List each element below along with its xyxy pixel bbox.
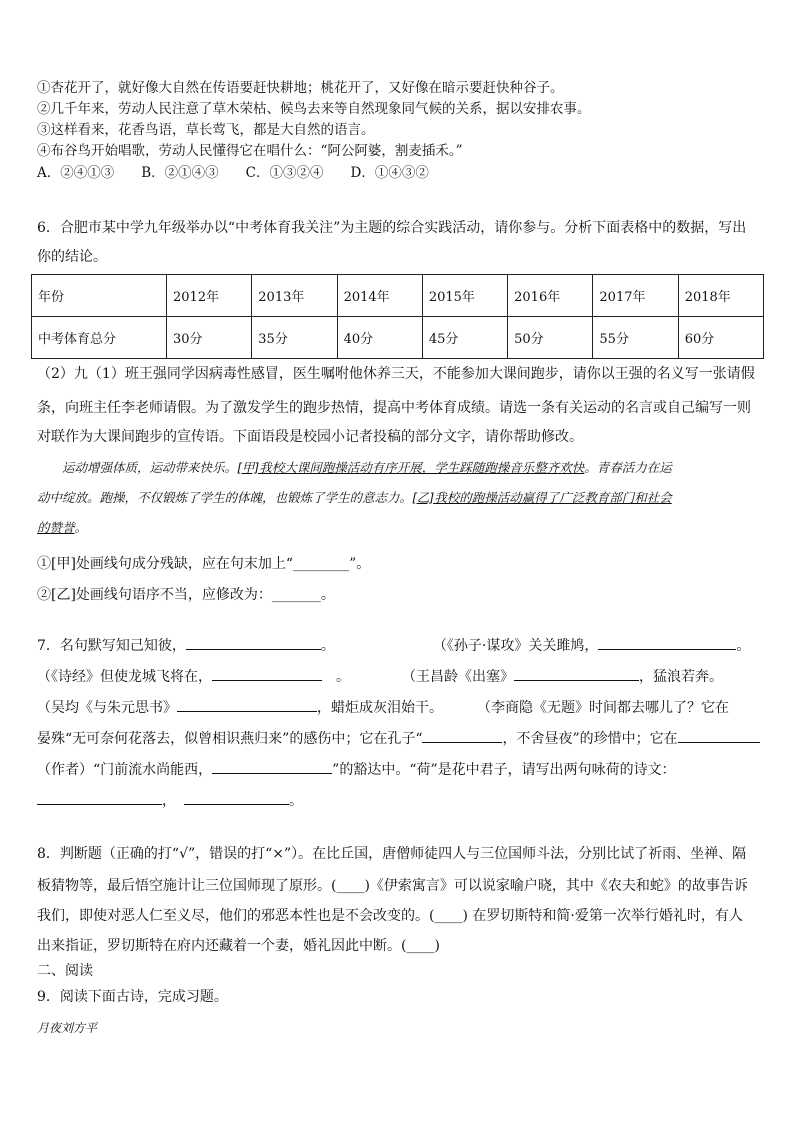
hand-text: 动中绽放。跑操，不仅锻炼了学生的体魄，也锻炼了学生的意志力。 [37, 490, 413, 505]
score-table [31, 274, 764, 359]
reorder-options: A．②④①③ B．②①④③ C．①③②④ D．①④③② [37, 165, 429, 181]
table-cell-year: 2018年 [678, 275, 763, 317]
q7-text: 晏殊“无可奈何花落去，似曾相识燕归来”的感伤中；它在孔子“ [37, 731, 423, 747]
answer-blank[interactable] [186, 633, 321, 650]
section-heading-reading: 二、阅读 [37, 963, 93, 979]
table-cell-year: 2015年 [422, 275, 507, 317]
underlined-sentence-yi-end: 的赞誉 [37, 520, 75, 535]
q8-line1: 8．判断题（正确的打“√”，错误的打“×”）。在比丘国，唐僧师徒四人与三位国师斗法，分别比试了祈雨、坐禅、隔 [37, 846, 747, 862]
q8-line2: 板猜物等，最后悟空施计让三位国师现了原形。(____)《伊索寓言》可以说家喻户晓，其中《农夫和蛇》的故事告诉 [37, 878, 748, 894]
hand-text: 。青春活力在运 [584, 460, 672, 475]
q7-text: （作者）“门前流水尚能西， [37, 762, 213, 778]
q7-text: （王昌龄《出塞》 [402, 669, 514, 685]
table-cell-score: 55分 [593, 317, 678, 359]
poem-title: 月夜刘方平 [37, 1021, 98, 1035]
q7-row2 [37, 663, 759, 691]
q6-part2-line2: 条，向班主任李老师请假。为了激发学生的跑步热情，提高中考体育成绩。请选一条有关运动的名言或自己编写一则 [37, 400, 751, 416]
q7-row1 [37, 632, 759, 660]
q7-row3 [37, 694, 759, 722]
q7-text: 。 [320, 638, 335, 654]
answer-blank[interactable] [37, 788, 162, 805]
q7-text: ，猛浪若奔。 [639, 669, 723, 685]
q8-line4: 出来指证，罗切斯特在府内还藏着一个妻，婚礼因此中断。(____) [37, 938, 440, 954]
answer-blank[interactable] [514, 664, 639, 681]
hand-text: 运动增强体质，运动带来快乐。 [37, 460, 238, 475]
answer-blank[interactable] [598, 633, 736, 650]
answer-blank[interactable] [678, 726, 760, 743]
table-cell-year: 2014年 [337, 275, 422, 317]
answer-blank[interactable] [422, 726, 502, 743]
q7-text: ，蜡炬成灰泪始干。 [317, 700, 443, 716]
q7-row6 [37, 787, 759, 815]
reorder-item-4: ④布谷鸟开始唱歌，劳动人民懂得它在唱什么：“阿公阿婆，割麦插禾。” [37, 143, 463, 159]
q7-text: （《诗经》但使龙城飞将在， [37, 669, 212, 685]
q7-text: ”的豁达中。“荷”是花中君子，请写出两句咏荷的诗文： [332, 762, 676, 778]
table-cell-score: 45分 [422, 317, 507, 359]
q7-text: 。 [736, 638, 751, 654]
q7-text: ， [162, 793, 176, 809]
answer-blank[interactable] [212, 664, 322, 681]
q7-text: （李商隐《无题》时间都去哪儿了？它在 [477, 700, 729, 716]
answer-blank[interactable] [177, 695, 317, 712]
table-header-year: 年份 [32, 275, 167, 317]
q6-prompt-line2: 你的结论。 [37, 249, 107, 265]
underlined-sentence-jia: [甲]我校大课间跑操活动有序开展，学生踩随跑操音乐整齐欢快 [237, 460, 585, 475]
q8-line3: 我们，即使对恶人仁至义尽，他们的邪恶本性也是不会改变的。(____) 在罗切斯特和简·爱第一次举行婚礼时，有人 [37, 908, 743, 924]
handwritten-line2 [37, 486, 759, 510]
q6-part2-line1: （2）九（1）班王强同学因病毒性感冒，医生嘱咐他休养三天，不能参加大课间跑步，请你以王强的名义写一张请假 [37, 366, 755, 382]
table-cell-score: 60分 [678, 317, 763, 359]
table-cell-year: 2013年 [252, 275, 337, 317]
reorder-item-2: ②几千年来，劳动人民注意了草木荣枯、候鸟去来等自然现象同气候的关系，据以安排农事。 [37, 101, 591, 117]
answer-blank[interactable] [184, 788, 289, 805]
q7-text: （《孙子·谋攻》关关雎鸠， [432, 638, 599, 654]
reorder-item-1: ①杏花开了，就好像大自然在传语要赶快耕地；桃花开了，又好像在暗示要赶快种谷子。 [37, 80, 564, 96]
table-row-years [32, 275, 764, 317]
table-cell-score: 50分 [508, 317, 593, 359]
table-cell-year: 2012年 [167, 275, 252, 317]
handwritten-line1 [37, 456, 759, 480]
q6-subquestion-2: ②[乙]处画线句语序不当，应修改为：_______。 [37, 587, 335, 603]
table-row-scores [32, 317, 764, 359]
q6-prompt-line1: 6．合肥市某中学九年级举办以“中考体育我关注”为主题的综合实践活动，请你参与。分析下面表格中的数据，写出 [37, 220, 747, 236]
table-cell-year: 2017年 [593, 275, 678, 317]
q7-row5 [37, 756, 759, 784]
table-cell-score: 40分 [337, 317, 422, 359]
q7-text: 7．名句默写知己知彼， [37, 638, 186, 654]
q6-subquestion-1: ①[甲]处画线句成分残缺，应在句末加上“________”。 [37, 556, 371, 572]
reorder-item-3: ③这样看来，花香鸟语，草长莺飞，都是大自然的语言。 [37, 122, 375, 138]
table-cell-score: 30分 [167, 317, 252, 359]
q7-text: 。 [289, 793, 303, 809]
table-header-score: 中考体育总分 [32, 317, 167, 359]
q7-text: 。 [336, 669, 350, 685]
underlined-sentence-yi: [乙]我校的跑操活动赢得了广泛教育部门和社会 [412, 490, 672, 505]
q6-part2-line3: 对联作为大课间跑步的宣传语。下面语段是校园小记者投稿的部分文字，请你帮助修改。 [37, 429, 583, 445]
table-cell-score: 35分 [252, 317, 337, 359]
hand-text: 。 [74, 520, 88, 535]
q9-prompt: 9．阅读下面古诗，完成习题。 [37, 989, 228, 1005]
answer-blank[interactable] [212, 757, 332, 774]
table-cell-year: 2016年 [508, 275, 593, 317]
q7-text: （吴均《与朱元思书》 [37, 700, 177, 716]
q7-row4 [37, 725, 759, 753]
handwritten-line3 [37, 516, 759, 540]
q7-text: ，不舍昼夜”的珍惜中；它在 [502, 731, 678, 747]
